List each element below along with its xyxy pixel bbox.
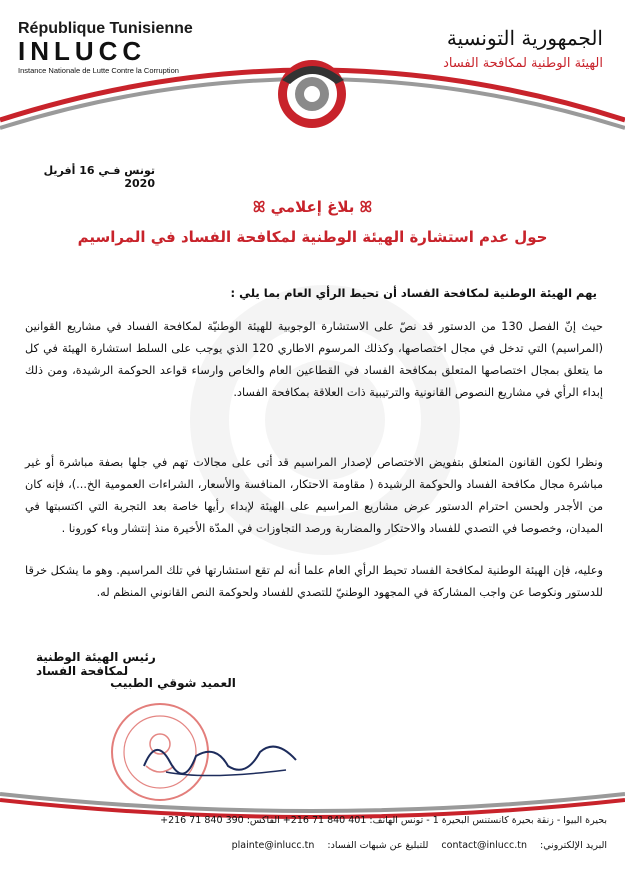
header-right xyxy=(383,26,603,71)
contact-email[interactable]: contact@inlucc.tn xyxy=(441,840,528,851)
paragraph: ونظرا لكون القانون المتعلق بتفويض الاختصاص لإصدار المراسيم قد أتى على مجالات تهم في جلها بصفة مباشرة أو غير مباشرة مجال مكافحة الفساد والحوكمة الرشيدة ( مقاومة الاحتكار، المنافسة والأسعار، الشراءات العمومية الخ...)، فإنه كان من الأجدر ولحسن احترام الدستور عرض مشاريع المراسيم على الهيئة لإبداء رأيها خاصة بعد التجربة التي اكتسبتها في الميدان، وخصوصا في التصدي للفساد والاحتكار والمضاربة ورصد التجاوزات في المدّة الأخيرة منذ إنتشار وباء كورونا . xyxy=(25,456,603,535)
republic-name-ar: الجمهورية التونسية xyxy=(446,26,603,50)
letter-subtitle: حول عدم استشارة الهيئة الوطنية لمكافحة الفساد في المراسيم xyxy=(77,228,548,246)
signatory-name: العميد شوقي الطبيب xyxy=(110,676,236,690)
footer-contacts xyxy=(7,840,607,851)
eye-logo-icon xyxy=(262,44,362,144)
header-left xyxy=(18,20,238,75)
letter-date: تونس فـي 16 أفريل 2020 xyxy=(43,164,155,190)
letter-title-text: بلاغ إعلامي xyxy=(270,198,355,216)
signatory-title: رئيس الهيئة الوطنية لمكافحة الفساد xyxy=(36,650,156,678)
footer-curve xyxy=(0,790,625,872)
institution-name-ar: الهيئة الوطنية لمكافحة الفساد xyxy=(443,56,603,71)
paragraph: وعليه، فإن الهيئة الوطنية لمكافحة الفساد تحيط الرأي العام علما أنه لم تقع استشارتها في تلك المراسيم. وهو ما يشكل خرقا للدستور ونكوصا عن واجب المشاركة في المجهود الوطنيّ للتصدي للفساد ولحوكمة النص القانوني المنظم له. xyxy=(25,564,603,599)
acronym-logo-text: INLUCC xyxy=(18,36,147,66)
letter-intro: يهم الهيئة الوطنية لمكافحة الفساد أن تحيط الرأي العام بما يلي : xyxy=(230,286,597,300)
report-label: للتبليغ عن شبهات الفساد: xyxy=(327,840,429,851)
report-email[interactable]: plainte@inlucc.tn xyxy=(231,840,315,851)
ornament-icon: ꕤ xyxy=(359,198,373,216)
ornament-icon: ꕤ xyxy=(252,198,266,216)
paragraph: حيث إنّ الفصل 130 من الدستور قد نصّ على الاستشارة الوجوبية للهيئة الوطنيّة لمكافحة الفساد في مشاريع القوانين (المراسيم) التي تدخل في مجال اختصاصها، وكذلك المرسوم الاطاري 120 الذي يوجب على السلط استشارة الهيئة في كل ما يتعلق بمجال اختصاصها المتعلق بمكافحة الفساد في القطاعين العام والخاص وارساء قواعد الحوكمة الرشيدة، ومن ذلك إبداء الرأي في مشاريع النصوص القانونية والترتيبية ذات العلاقة بمكافحة الفساد. xyxy=(25,320,603,399)
handwritten-signature xyxy=(136,726,306,786)
letter-title xyxy=(0,198,625,216)
email-label: البريد الإلكتروني: xyxy=(540,840,607,851)
footer-address: بحيرة البيوا - زنقة بحيرة كانستنس البحيرة 1 - تونس الهاتف: 401 840 71 216+ الفاكس: 390 840 71 216+ xyxy=(160,815,607,826)
republic-name-fr: République Tunisienne xyxy=(18,20,193,37)
institution-name-fr: Instance Nationale de Lutte Contre la Corruption xyxy=(18,66,179,75)
